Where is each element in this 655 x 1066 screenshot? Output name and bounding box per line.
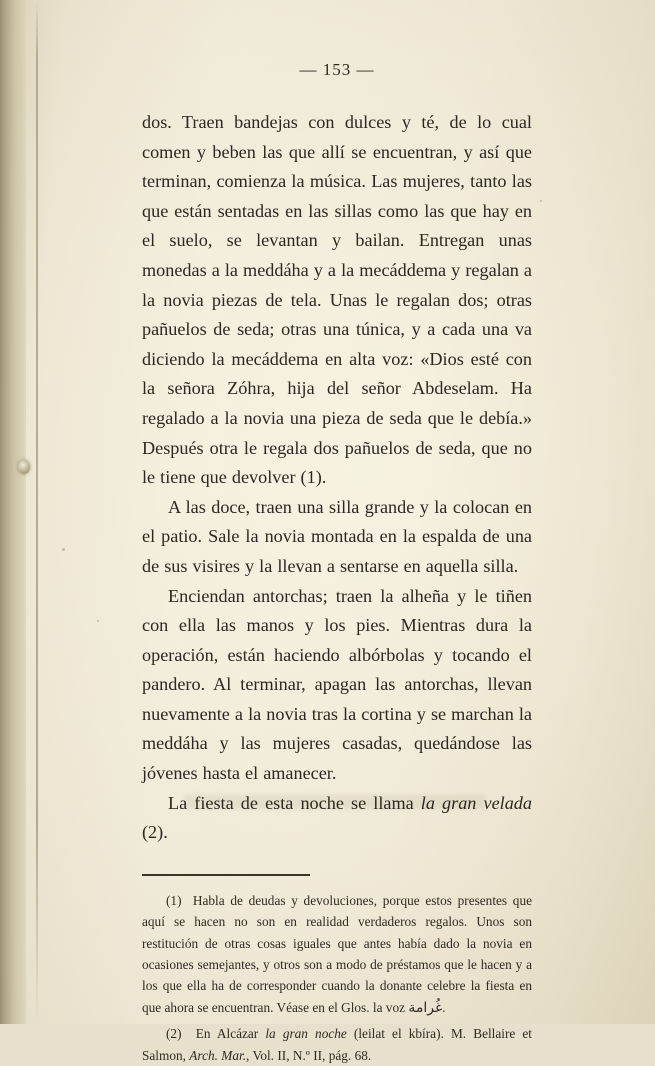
footnote-marker: (1) bbox=[166, 892, 182, 908]
paper-speck bbox=[97, 620, 99, 622]
body-text bbox=[142, 108, 532, 848]
italic-phrase: la gran noche bbox=[265, 1026, 347, 1042]
paragraph-final bbox=[142, 789, 532, 848]
footnote-text-before: En Alcázar bbox=[195, 1026, 266, 1042]
footnote-1 bbox=[142, 890, 532, 1019]
footnote-text: Habla de deudas y devoluciones, porque estos presentes que aquí se hacen no son en realidad verdaderos regalos. Unos son restitución de otras cosas iguales que antes había dado la novia en ocasiones semejantes, y otros son a modo de préstamos que le hacen y a los que ella ha de corresponder cuando la donante celebre la fiesta en que ahora se encuentran. Véase en el Glos. la voz bbox=[142, 892, 532, 1015]
footnote-divider-rule bbox=[142, 874, 310, 876]
binding-seam bbox=[36, 0, 38, 1024]
book-binding-edge bbox=[0, 0, 26, 1024]
page-number: — 153 — bbox=[299, 60, 375, 79]
page-content bbox=[142, 60, 532, 1066]
binding-thread-icon bbox=[18, 460, 30, 474]
italic-phrase: la gran velada bbox=[420, 792, 532, 813]
text-after-italic: (2). bbox=[142, 822, 168, 843]
paragraph: Enciendan antorchas; traen la alheña y le tiñen con ella las manos y los pies. Mientras dura la operación, están haciendo albórbolas y tocando el pandero. Al terminar, apagan las antorchas, llevan nuevamente a la novia tras la cortina y se marchan la meddáha y las mujeres casadas, quedándose las jóvenes hasta el amanecer. bbox=[142, 585, 532, 784]
footnote-tail: . bbox=[442, 999, 446, 1015]
paper-speck bbox=[540, 200, 542, 202]
footnote-text-mid: (leilat el kbíra). M. Bellaire et Salmon, bbox=[142, 1026, 532, 1063]
paragraph: A las doce, traen una silla grande y la colocan en el patio. Sale la novia montada en la espalda de una de sus visires y la llevan a sentarse en aquella silla. bbox=[142, 496, 532, 576]
paper-speck bbox=[62, 548, 65, 551]
footnote-marker: (2) bbox=[166, 1026, 182, 1042]
italic-journal-title: Arch. Mar. bbox=[189, 1047, 247, 1063]
paragraph: dos. Traen bandejas con dulces y té, de lo cual comen y beben las que allí se encuentran, y así que terminan, comienza la música. Las mujeres, tanto las que están sentadas en las sillas como las que hay en el suelo, se levantan y bailan. Entregan unas monedas a la meddáha y a la mecáddema y regalan a la novia piezas de tela. Unas le regalan dos; otras pañuelos de seda; otras una túnica, y a cada una va diciendo la mecáddema en alta voz: «Dios esté con la señora Zóhra, hija del señor Abdeselam. Ha regalado a la novia una pieza de seda que le debía.» Después otra le regala dos pañuelos de seda, que no le tiene que devolver (1). bbox=[142, 112, 532, 488]
arabic-word: غُرامة bbox=[408, 999, 443, 1016]
text-before-italic: La fiesta de esta noche se llama bbox=[168, 792, 421, 813]
footnote-2 bbox=[142, 1023, 532, 1066]
footnote-text-after: , Vol. II, N.º II, pág. 68. bbox=[246, 1047, 372, 1063]
footnotes bbox=[142, 890, 532, 1066]
